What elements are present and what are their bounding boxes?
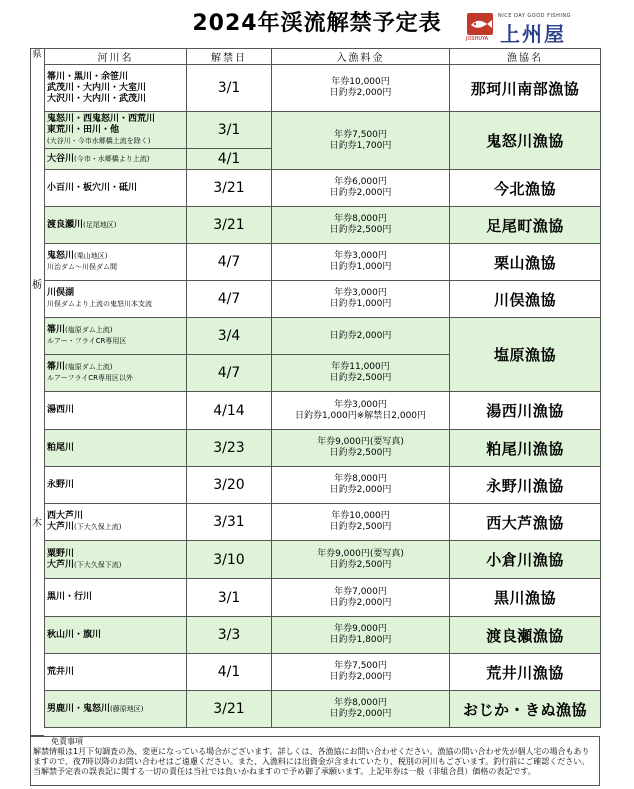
pref-char-1: 栃 (32, 280, 42, 291)
table-cell (272, 318, 450, 355)
cell-fee: 日釣券1,000円 (329, 262, 392, 272)
pref-char-2: 木 (32, 518, 42, 529)
cell-assoc: 荒井川漁協 (450, 654, 601, 691)
cell-fee: 日釣券1,000円※解禁日2,000円 (294, 410, 427, 421)
cell-fee: 日釣券2,000円 (329, 88, 392, 98)
table-row (45, 579, 601, 617)
table-row (45, 318, 601, 355)
cell-fee: 日釣券2,000円 (329, 597, 392, 608)
cell-fee: 日釣券2,500円 (329, 522, 392, 532)
cell-date: 4/7 (187, 355, 272, 392)
cell-fee: 日釣券2,000円 (329, 709, 392, 719)
cell-river: 大谷川 (47, 153, 75, 164)
cell-fee: 年券8,000円 (334, 698, 387, 708)
table-cell (272, 541, 450, 579)
cell-assoc: 湯西川漁協 (450, 392, 601, 430)
prefecture-column (30, 48, 44, 736)
cell-river: 湯西川 (45, 392, 187, 430)
cell-river: 荒井川 (45, 654, 187, 691)
cell-date: 3/4 (187, 318, 272, 355)
table-row (45, 504, 601, 541)
cell-fee: 日釣券1,000円 (329, 299, 392, 309)
disclaimer (30, 736, 600, 786)
cell-fee: 年券10,000円 (331, 511, 390, 521)
cell-assoc: 塩原漁協 (450, 318, 601, 392)
cell-river: 秋山川・旗川 (45, 617, 187, 654)
cell-date: 3/20 (187, 467, 272, 504)
disclaimer-heading: 免責事項 (51, 737, 83, 746)
cell-date: 4/1 (187, 149, 272, 170)
cell-fee: 年券11,000円 (331, 362, 390, 372)
cell-note: (塩原ダム上流) (65, 326, 113, 334)
cell-assoc: 粕尾川漁協 (450, 430, 601, 467)
cell-river: 大芦川 (47, 522, 75, 532)
table-cell (272, 504, 450, 541)
cell-assoc: 永野川漁協 (450, 467, 601, 504)
cell-assoc: おじか・きぬ漁協 (450, 691, 601, 728)
table-cell (45, 504, 187, 541)
logo-tagline: NICE DAY GOOD FISHING (498, 13, 571, 19)
table-cell (45, 244, 187, 281)
cell-river: 鬼怒川 (47, 251, 75, 261)
header-river: 河川名 (45, 49, 187, 65)
header-fee: 入漁料金 (272, 49, 450, 65)
table-cell (45, 541, 187, 579)
table-row (45, 617, 601, 654)
cell-river: 大沢川・大内川・武茂川 (47, 93, 147, 104)
cell-note: (足尾地区) (83, 220, 117, 229)
cell-assoc: 川俣漁協 (450, 281, 601, 318)
cell-date: 3/21 (187, 170, 272, 207)
cell-date: 3/21 (187, 207, 272, 244)
cell-date: 3/1 (187, 65, 272, 112)
cell-date: 3/21 (187, 691, 272, 728)
cell-fee: 日釣券2,000円 (329, 330, 392, 341)
cell-assoc: 渡良瀬漁協 (450, 617, 601, 654)
cell-river: 武茂川・大内川・大室川 (47, 82, 147, 93)
table-cell (272, 207, 450, 244)
table-cell (45, 318, 187, 355)
cell-note2: ルアー・フライCR専用区 (47, 337, 127, 345)
table-row (45, 467, 601, 504)
cell-river: 箒川・黒川・余笹川 (47, 71, 129, 82)
table-cell (272, 392, 450, 430)
cell-fee: 日釣券2,000円 (329, 188, 392, 198)
table-cell (272, 244, 450, 281)
cell-fee: 日釣券2,000円 (329, 485, 392, 495)
cell-date: 3/23 (187, 430, 272, 467)
cell-river: 小百川・板穴川・砥川 (45, 170, 187, 207)
cell-fee: 年券7,500円 (334, 129, 387, 140)
cell-date: 3/3 (187, 617, 272, 654)
cell-assoc: 那珂川南部漁協 (450, 65, 601, 112)
schedule-table (44, 48, 601, 728)
table-row (45, 541, 601, 579)
cell-assoc: 足尾町漁協 (450, 207, 601, 244)
cell-fee: 年券6,000円 (334, 177, 387, 187)
cell-date: 4/14 (187, 392, 272, 430)
table-row (45, 654, 601, 691)
cell-note: (藤原地区) (110, 704, 144, 713)
cell-note2: ルアーフライCR専用区以外 (47, 374, 133, 382)
table-cell (45, 691, 187, 728)
cell-fee: 日釣券2,500円 (329, 448, 392, 458)
table-row (45, 392, 601, 430)
cell-note: (大谷川・今市水郷橋上流を除く) (47, 136, 151, 145)
table-row (45, 244, 601, 281)
cell-river: 渡良瀬川 (47, 219, 84, 230)
cell-date: 3/10 (187, 541, 272, 579)
cell-assoc: 今北漁協 (450, 170, 601, 207)
cell-fee: 年券9,000円(要写真) (317, 548, 404, 559)
table-cell (272, 281, 450, 318)
table-row (45, 112, 601, 149)
cell-fee: 日釣券2,500円 (329, 225, 392, 235)
table-cell (272, 112, 450, 170)
cell-fee: 年券3,000円 (334, 399, 387, 410)
cell-fee: 年券7,500円 (334, 661, 387, 671)
cell-fee: 年券8,000円 (334, 214, 387, 224)
cell-fee: 年券9,000円(要写真) (317, 437, 404, 447)
cell-river: 粕尾川 (45, 430, 187, 467)
cell-river: 粟野川 (47, 548, 75, 559)
cell-date: 3/31 (187, 504, 272, 541)
logo-sub: JOSHUYA (466, 36, 489, 42)
cell-note2: 川俣ダムより上流の鬼怒川本支流 (47, 300, 152, 308)
table-cell (272, 654, 450, 691)
table-cell (272, 65, 450, 112)
cell-date: 4/7 (187, 281, 272, 318)
cell-date: 4/1 (187, 654, 272, 691)
cell-fee: 日釣券2,500円 (329, 373, 392, 383)
cell-river: 東荒川・田川・他 (47, 124, 120, 135)
table-cell (45, 112, 187, 149)
cell-fee: 年券8,000円 (334, 474, 387, 484)
cell-date: 3/1 (187, 579, 272, 617)
cell-river: 永野川 (45, 467, 187, 504)
cell-note: (今市・水郷橋より上流) (74, 154, 150, 163)
cell-assoc: 黒川漁協 (450, 579, 601, 617)
table-cell (45, 281, 187, 318)
cell-fee: 日釣券2,000円 (329, 672, 392, 682)
table-row (45, 65, 601, 112)
table-cell (45, 207, 187, 244)
cell-fee: 日釣券1,700円 (329, 140, 392, 151)
brand-logo (466, 10, 596, 46)
cell-assoc: 西大芦漁協 (450, 504, 601, 541)
cell-fee: 年券7,000円 (334, 586, 387, 597)
cell-note: (下大久保上流) (74, 523, 122, 531)
cell-fee: 日釣券2,500円 (329, 559, 392, 570)
table-cell (272, 170, 450, 207)
cell-date: 3/1 (187, 112, 272, 149)
logo-name: 上州屋 (500, 22, 566, 46)
cell-fee: 年券3,000円 (334, 288, 387, 298)
table-cell (272, 691, 450, 728)
cell-fee: 年券10,000円 (331, 77, 390, 87)
table-header (45, 49, 601, 65)
table-cell (272, 467, 450, 504)
cell-note2: 川治ダム～川俣ダム間 (47, 263, 117, 271)
page-title: 2024年渓流解禁予定表 (192, 11, 442, 36)
table-row (45, 170, 601, 207)
disclaimer-text: 解禁情報は1月下旬調査の為、変更になっている場合がございます。詳しくは、各漁協にお問い合わせください。漁協の問い合わせ先が個人宅の場合もありますので、夜7時以降のお問い合わせはご遠慮ください。また、入漁料には出資金が含まれていたり、税別の河川もございます。釣行前にご確認ください。当解禁予定表の誤表記に関する一切の責任は当社では負いかねますので予め御了承願います。上記年券は一般（非組合員）価格の表記です。 (33, 747, 590, 776)
table-row (45, 281, 601, 318)
cell-fee: 年券9,000円 (334, 624, 387, 634)
table-cell (45, 355, 187, 392)
table-row (45, 430, 601, 467)
cell-river: 鬼怒川・西鬼怒川・西荒川 (47, 113, 156, 124)
table-cell (272, 617, 450, 654)
cell-river: 箒川 (47, 362, 66, 372)
table-row (45, 691, 601, 728)
cell-river: 黒川・行川 (45, 579, 187, 617)
cell-date: 4/7 (187, 244, 272, 281)
cell-note: (下大久保下流) (74, 560, 122, 569)
cell-assoc: 栗山漁協 (450, 244, 601, 281)
cell-fee: 年券3,000円 (334, 251, 387, 261)
cell-river: 男鹿川・鬼怒川 (47, 703, 111, 714)
header-assoc: 漁協名 (450, 49, 601, 65)
cell-assoc: 小倉川漁協 (450, 541, 601, 579)
cell-river: 箒川 (47, 325, 66, 335)
cell-assoc: 鬼怒川漁協 (450, 112, 601, 170)
cell-river: 川俣湖 (47, 288, 75, 298)
pref-header: 県 (32, 50, 42, 60)
header-date: 解禁日 (187, 49, 272, 65)
cell-note: (塩原ダム上流) (65, 363, 113, 371)
table-row (45, 207, 601, 244)
table-cell (45, 149, 187, 170)
table-cell (45, 65, 187, 112)
cell-river: 西大芦川 (47, 511, 84, 521)
cell-river: 大芦川 (47, 559, 75, 570)
fish-logo-icon (466, 12, 494, 36)
table-cell (272, 579, 450, 617)
table-cell (272, 430, 450, 467)
cell-note: (栗山地区) (74, 252, 108, 260)
cell-fee: 日釣券1,800円 (329, 635, 392, 645)
table-cell (272, 355, 450, 392)
